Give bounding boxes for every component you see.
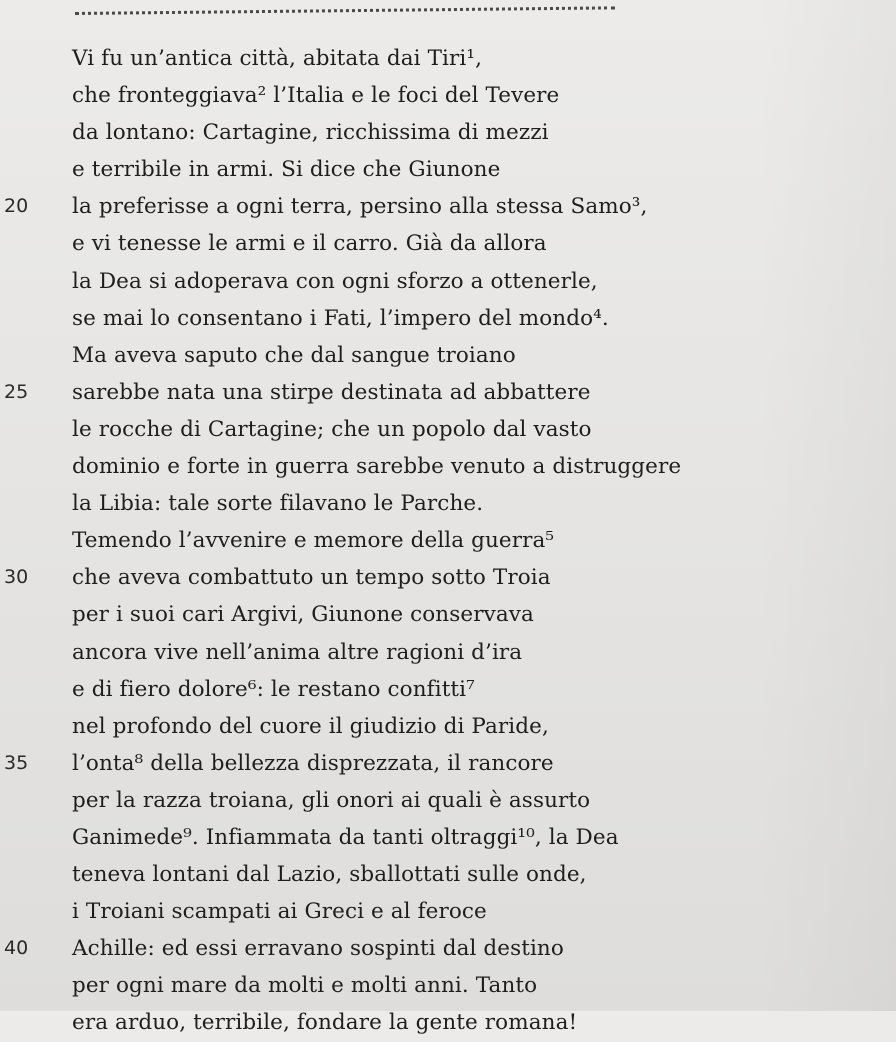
verse-text: sarebbe nata una stirpe destinata ad abbattere [72,379,591,405]
verse-text: per ogni mare da molti e molti anni. Tanto [72,973,538,999]
poem-text [0,40,896,1042]
poem-line [0,263,896,300]
verse-text: da lontano: Cartagine, ricchissima di mezzi [72,120,549,146]
poem-line [0,114,896,151]
verse-text: teneva lontani dal Lazio, sballottati sulle onde, [72,862,587,888]
poem-line [0,188,896,225]
poem-line [0,40,896,77]
verse-text: e di fiero dolore⁶: le restano confitti⁷ [72,676,475,702]
poem-line [0,411,896,448]
verse-text: e vi tenesse le armi e il carro. Già da allora [72,231,547,257]
dotted-separator [75,6,615,15]
verse-text: la preferisse a ogni terra, persino alla stessa Samo³, [72,194,648,220]
verse-text: Ganimede⁹. Infiammata da tanti oltraggi¹⁰, la Dea [72,824,619,850]
verse-text: era arduo, terribile, fondare la gente romana! [72,1010,578,1036]
verse-text: per i suoi cari Argivi, Giunone conservava [72,602,534,628]
poem-line [0,596,896,633]
line-number: 40 [4,937,29,960]
verse-text: Ma aveva saputo che dal sangue troiano [72,342,516,368]
poem-line [0,930,896,967]
verse-text: che aveva combattuto un tempo sotto Troia [72,565,551,591]
verse-text: Temendo l’avvenire e memore della guerra⁵ [72,528,555,554]
verse-text: nel profondo del cuore il giudizio di Paride, [72,713,549,739]
verse-text: per la razza troiana, gli onori ai quali è assurto [72,787,591,813]
poem-line [0,151,896,188]
verse-text: che fronteggiava² l’Italia e le foci del Tevere [72,83,560,109]
verse-text: se mai lo consentano i Fati, l’impero del mondo⁴. [72,305,609,331]
line-number: 20 [4,195,29,218]
poem-line [0,485,896,522]
poem-line [0,782,896,819]
poem-line [0,856,896,893]
poem-line [0,448,896,485]
poem-line [0,374,896,411]
verse-text: i Troiani scampati ai Greci e al feroce [72,899,487,925]
poem-line [0,708,896,745]
poem-line [0,1004,896,1041]
poem-line [0,967,896,1004]
poem-line [0,522,896,559]
verse-text: la Libia: tale sorte filavano le Parche. [72,491,484,517]
poem-line [0,745,896,782]
poem-line [0,634,896,671]
poem-line [0,77,896,114]
verse-text: ancora vive nell’anima altre ragioni d’ira [72,639,523,665]
verse-text: l’onta⁸ della bellezza disprezzata, il rancore [72,750,554,776]
line-number: 35 [4,751,29,774]
verse-text: Achille: ed essi erravano sospinti dal destino [72,936,564,962]
poem-line [0,819,896,856]
verse-text: le rocche di Cartagine; che un popolo dal vasto [72,416,592,442]
poem-line [0,225,896,262]
verse-text: dominio e forte in guerra sarebbe venuto a distruggere [72,454,682,480]
line-number: 25 [4,380,29,403]
line-number: 30 [4,566,29,589]
poem-line [0,671,896,708]
poem-line [0,300,896,337]
poem-line [0,559,896,596]
poem-line [0,893,896,930]
verse-text: la Dea si adoperava con ogni sforzo a ottenerle, [72,268,598,294]
verse-text: Vi fu un’antica città, abitata dai Tiri¹, [72,46,483,71]
verse-text: e terribile in armi. Si dice che Giunone [72,157,501,183]
poem-line [0,337,896,374]
